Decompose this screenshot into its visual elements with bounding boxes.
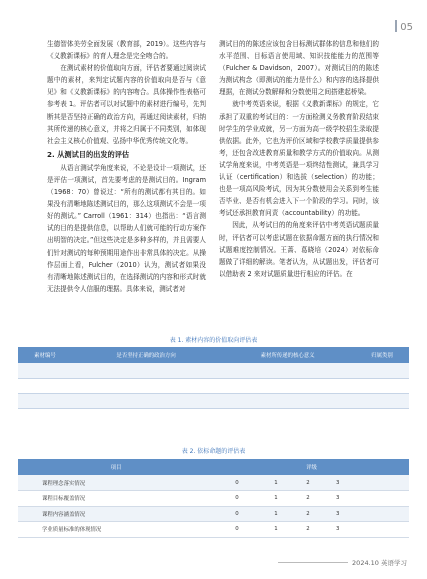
- rating-option[interactable]: 0: [214, 522, 260, 538]
- table-row: [18, 378, 409, 393]
- page-number: [395, 20, 413, 33]
- value-orientation-table: [18, 347, 409, 409]
- table-row-label: 课程内容涵盖情况: [18, 506, 214, 522]
- page-number-text: 05: [400, 22, 413, 33]
- table-row: [18, 393, 409, 408]
- table2-header-item: 项目: [18, 459, 214, 475]
- rating-option[interactable]: 1: [260, 491, 292, 507]
- left-paragraph-1: 生德智体美劳全面发展（教育部，2019）。这些内容与《义教新课标》的育人理念是完全吻合的。: [47, 40, 206, 61]
- table1-header-cell: 素材所传递的核心意义: [220, 347, 355, 363]
- table-row: [18, 491, 409, 507]
- table-row: [18, 522, 409, 538]
- standards-table: [18, 459, 409, 538]
- rating-option[interactable]: 3: [324, 491, 409, 507]
- table-cell: [18, 363, 72, 378]
- table2-caption: 表 2. 依标命题的评估表: [181, 448, 246, 455]
- rating-option[interactable]: 2: [292, 522, 324, 538]
- right-column: [219, 38, 379, 280]
- right-paragraph-2: 就中考英语来说，根据《义教新课标》的规定，它承担了双重的考试目的：一方面检测义务教育阶段结束时学生的学业成就，另一方面为高一级学校招生录取提供依据。此外，它也为评价区域和学校教学质量提供参考，还包含改进教育质量和教学方式的价值取向。从测试学角度来说，中考英语是一项终结性测试，兼具学习认证（certification）和选拔（selection）的功能；也是一项高风险考试，因为其分数使用会关系到考生能否毕业、是否有机会进入下一个阶段的学习。同时，该考试还承担教育问责（accountability）的功能。: [219, 100, 379, 218]
- rating-option[interactable]: 0: [214, 475, 260, 491]
- left-column: [47, 38, 206, 295]
- footer-text: 2024.10 英语学习: [352, 559, 407, 567]
- rating-option[interactable]: 1: [260, 522, 292, 538]
- table-cell: [355, 378, 409, 393]
- rating-option[interactable]: 2: [292, 475, 324, 491]
- rating-option[interactable]: 3: [324, 475, 409, 491]
- table1-header-cell: 是否坚持正确的政治方向: [72, 347, 220, 363]
- table1-header-cell: 归属类别: [355, 347, 409, 363]
- left-paragraph-3: 从语言测试学角度来说，不论是设计一项测试，还是评估一项测试，首先要考虑的是测试目的。Ingram（1968：70）曾说过：“所有的测试都有其目的。如果没有清晰地陈述测试目的，那么这项测试不会是一项好的测试。” Carroll（1961：314）也指出：“语言测试的目的是提供信息，以帮助人们就可能的行动方案作出明智的决定。”但这些决定是多种多样的，并且需要人们针对测试的每种预期用途作出非常具体的决定。从操作层面上看，Fulcher（2010）认为，测试者如果没有清晰地陈述测试目的，在选择测试的内容和形式时就无法提供令人信服的理据。具体来说，测试者对: [47, 163, 206, 293]
- page-number-bar: [395, 20, 397, 32]
- table1-caption: 表 1. 素材内容的价值取向评估表: [169, 337, 258, 344]
- section-heading: 2. 从测试目的出发的评估: [47, 149, 130, 159]
- rating-option[interactable]: 1: [260, 506, 292, 522]
- table-cell: [355, 393, 409, 408]
- table-cell: [18, 378, 72, 393]
- rating-option[interactable]: 0: [214, 491, 260, 507]
- table-cell: [72, 393, 220, 408]
- table-row-label: 学业质量标准的体现情况: [18, 522, 214, 538]
- table-row-label: 课程理念落实情况: [18, 475, 214, 491]
- table-row: [18, 363, 409, 378]
- table2-header-rating: 评级: [214, 459, 409, 475]
- table-row: [18, 475, 409, 491]
- right-paragraph-3: 因此，从考试目的的角度来评估中考英语试题质量时，评估者可以考虑试题在依据命题方面的执行情况和试题难度控制情况。王蔷、葛晓培（2024）对依标命题做了详细的解读。笔者认为，从试题出发，评估者可以借助表 2 来对试题质量进行相应的评估。在: [219, 221, 379, 278]
- rating-option[interactable]: 0: [214, 506, 260, 522]
- table-cell: [18, 393, 72, 408]
- footer-rule: [278, 562, 348, 563]
- rating-option[interactable]: 1: [260, 475, 292, 491]
- rating-option[interactable]: 2: [292, 506, 324, 522]
- left-paragraph-2: 在测试素材的价值取向方面，评估者要通过阅读试题中的素材，来判定试题内容的价值取向是否与《意见》和《义教新课标》的内容吻合。具体操作性表格可参考表 1。评估者可以对试题中的素材进行编号，先判断其是否坚持正确的政治方向，再通过阅读素材，归纳其所传递的核心意义，并将之归属于不同类别，如体现社会主义核心价值观、弘扬中华优秀传统文化等。: [47, 64, 206, 145]
- table-row-label: 课程目标覆盖情况: [18, 491, 214, 507]
- rating-option[interactable]: 3: [324, 506, 409, 522]
- table-cell: [355, 363, 409, 378]
- table-cell: [220, 378, 355, 393]
- rating-option[interactable]: 3: [324, 522, 409, 538]
- page-footer: [278, 558, 407, 567]
- rating-option[interactable]: 2: [292, 491, 324, 507]
- table-cell: [220, 363, 355, 378]
- table-cell: [72, 378, 220, 393]
- table-cell: [72, 363, 220, 378]
- right-paragraph-1: 测试目的的陈述应该包含目标测试群体的信息和他们的水平范围、目标语言使用域、知识技能能力的范围等（Fulcher & Davidson，2007）。对测试目的的陈述为测试构念（即测试的能力是什么）和内容的选择提供理据，在测试分数解释和分数使用之间搭建起桥梁。: [219, 40, 379, 97]
- table-cell: [220, 393, 355, 408]
- table1-header-cell: 素材编号: [18, 347, 72, 363]
- table-row: [18, 506, 409, 522]
